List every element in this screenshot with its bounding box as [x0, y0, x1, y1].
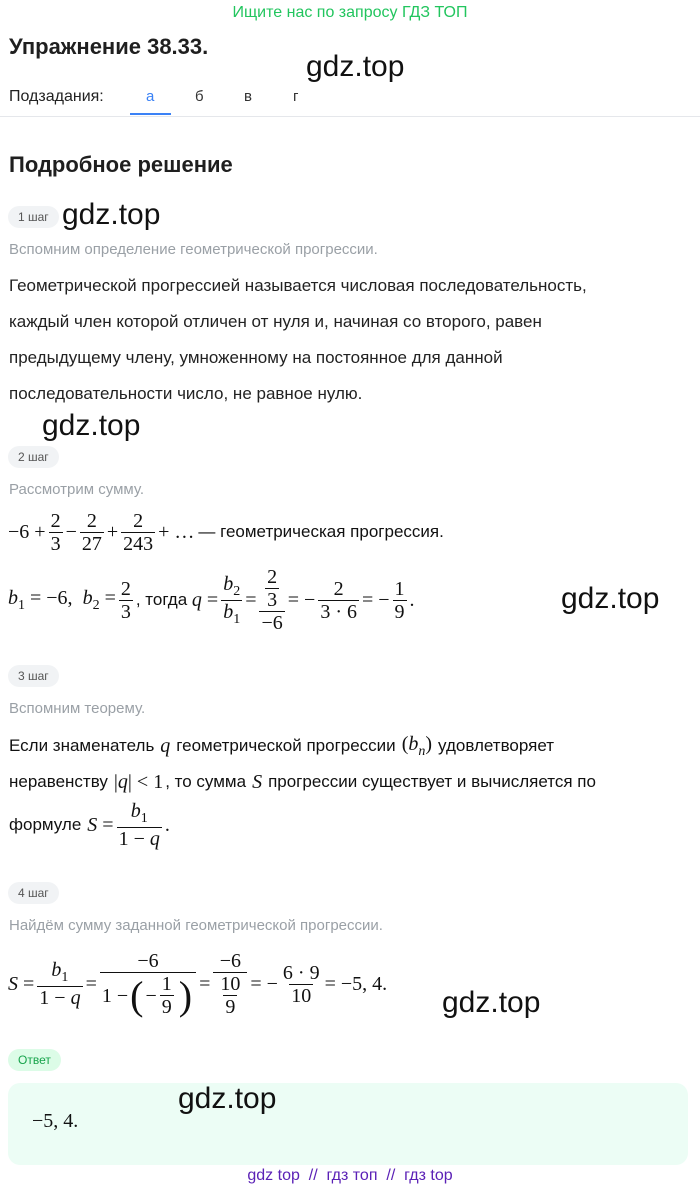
sum-formula: S = $\frac{b_1}{1 - q}$ = −6 1 − ( − $\frac{1}{9}$ ) = $\frac{-6}{\frac{10}{9}}$ = − $\frac{6 \cdot 9}{10}$ = −5, 4.	[8, 950, 388, 1018]
text-fragment: геометрической прогрессии	[176, 736, 396, 755]
text-fragment: формуле	[9, 815, 82, 834]
step-2-badge: 2 шаг	[8, 446, 59, 468]
search-banner[interactable]: Ищите нас по запросу ГДЗ ТОП	[232, 4, 468, 21]
watermark: gdz.top	[42, 409, 141, 442]
text-fragment: , то сумма	[165, 772, 247, 791]
active-tab-indicator	[130, 113, 171, 115]
watermark: gdz.top	[442, 986, 541, 1019]
ratio-formula: $b_1 = -6$, $b_2$ = $\frac{2}{3}$ , тогда q = $\frac{b_2}{b_1}$ = $\frac{\frac{2}{3}}{-6}$ = − $\frac{2}{3 \cdot 6}$ = − $\frac{1}{9}$ .	[8, 566, 415, 634]
watermark: gdz.top	[306, 50, 405, 83]
footer-links[interactable]: gdz top // гдз топ // гдз top	[247, 1167, 453, 1184]
step-3-hint: Вспомним теорему.	[9, 700, 146, 717]
theorem-line-2: неравенству |q| < 1 , то сумма S прогрессии существует и вычисляется по	[9, 770, 596, 793]
text-fragment: прогрессии существует и вычисляется по	[268, 772, 596, 791]
then-word: тогда	[145, 590, 188, 609]
step-1-hint: Вспомним определение геометрической прогрессии.	[9, 241, 378, 258]
divider	[0, 116, 700, 117]
theorem-line-3: формуле S = $\frac{b_1}{1 - q}$ .	[9, 800, 170, 850]
tab-g[interactable]: г	[293, 88, 299, 105]
series-caption: — геометрическая прогрессия.	[198, 522, 444, 541]
theorem-line-1: Если знаменатель q геометрической прогрессии $(b_n)$ удовлетворяет	[9, 732, 555, 759]
series-formula: −6 + $\frac{2}{3}$ − $\frac{2}{27}$ + $\frac{2}{243}$ + … — геометрическая прогрессия.	[8, 509, 444, 555]
text-fragment: неравенству	[9, 772, 108, 791]
text-line: последовательности число, не равное нулю.	[9, 384, 363, 403]
text-line: Геометрической прогрессией называется числовая последовательность,	[9, 276, 587, 295]
step-1-badge: 1 шаг	[8, 206, 59, 228]
step-4-hint: Найдём сумму заданной геометрической прогрессии.	[9, 917, 383, 934]
step-4-badge: 4 шаг	[8, 882, 59, 904]
text-fragment: Если знаменатель	[9, 736, 155, 755]
answer-value: −5, 4.	[32, 1110, 79, 1132]
watermark: gdz.top	[178, 1082, 277, 1115]
text-line: предыдущему члену, умноженному на постоянное для данной	[9, 348, 503, 367]
tab-b[interactable]: б	[195, 88, 204, 105]
tab-v[interactable]: в	[244, 88, 252, 105]
step-3-badge: 3 шаг	[8, 665, 59, 687]
section-title: Подробное решение	[9, 152, 233, 177]
subtasks-label: Подзадания:	[9, 88, 104, 105]
watermark: gdz.top	[561, 582, 660, 615]
step-1-text	[9, 268, 587, 412]
text-line: каждый член которой отличен от нуля и, начиная со второго, равен	[9, 312, 542, 331]
text-fragment: удовлетворяет	[438, 736, 555, 755]
step-2-hint: Рассмотрим сумму.	[9, 481, 145, 498]
answer-badge: Ответ	[8, 1049, 61, 1071]
answer-box	[8, 1083, 688, 1165]
exercise-title: Упражнение 38.33.	[9, 34, 209, 59]
watermark: gdz.top	[62, 198, 161, 231]
tab-a[interactable]: а	[146, 88, 155, 105]
